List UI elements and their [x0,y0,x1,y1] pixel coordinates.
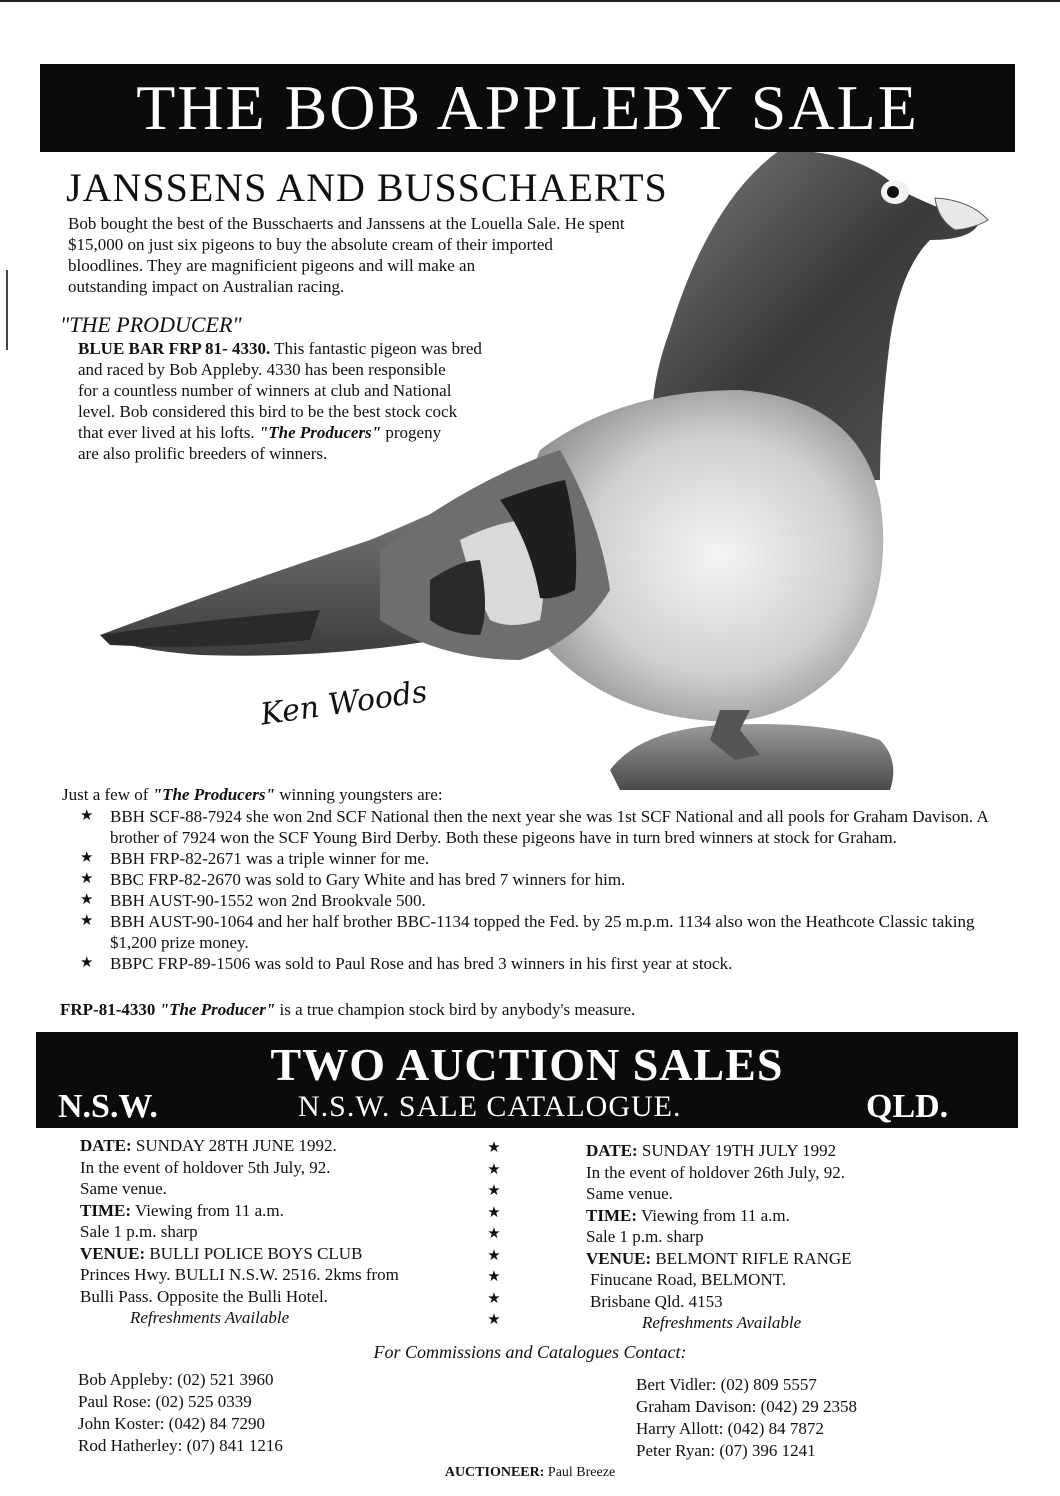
producer-line: level. Bob considered this bird to be the best stock cock [78,402,458,421]
star-icon: ★ [487,1247,501,1264]
qld-date [586,1140,986,1162]
list-item-text: BBH SCF-88-7924 she won 2nd SCF National then the next year she was 1st SCF National and all pools for Graham Davison. A brother of 7924 won the SCF Young Bird Derby. Both these pigeons have in turn bred winners at stock for Graham. [110,807,988,847]
contact-entry: Paul Rose: (02) 525 0339 [78,1392,252,1411]
auctioneer-name: Paul Breeze [544,1465,616,1480]
closing-line [60,1000,635,1020]
nsw-date [80,1135,480,1157]
list-intro [62,785,443,805]
intro-line: $15,000 on just six pigeons to buy the absolute cream of their imported [68,235,553,254]
winners-list [76,806,1006,974]
scan-edge-mark [6,270,8,350]
star-icon: ★ [80,955,94,971]
list-item [76,911,1006,953]
producer-paragraph [78,338,538,464]
nsw-refreshments: Refreshments Available [130,1308,290,1327]
qld-address-2: Brisbane Qld. 4153 [590,1291,723,1311]
contact-entry: Graham Davison: (042) 29 2358 [636,1397,857,1416]
intro-line: bloodlines. They are magnificient pigeons and will make an [68,256,476,275]
nsw-time [80,1200,480,1222]
producer-line-rest: This fantastic pigeon was bred [270,339,482,358]
star-icon: ★ [80,850,94,866]
producer-line-pre: that ever lived at his lofts. [78,423,259,442]
list-item [76,848,1006,869]
list-item-text: BBH AUST-90-1064 and her half brother BBC-1134 topped the Fed. by 25 m.p.m. 1134 also won the Heathcote Classic taking $1,200 prize money. [110,912,975,952]
page-title: THE BOB APPLEBY SALE [136,72,919,143]
contact-entry: Harry Allott: (042) 84 7872 [636,1419,824,1438]
producer-heading: "THE PRODUCER" [60,312,242,337]
star-icon: ★ [80,913,94,929]
contact-heading: For Commissions and Catalogues Contact: [373,1342,687,1362]
auction-banner [36,1032,1018,1128]
nsw-venue-value: BULLI POLICE BOYS CLUB [145,1243,363,1263]
nsw-venue [80,1243,480,1265]
qld-time-label: TIME: [586,1205,637,1225]
star-icon: ★ [80,892,94,908]
closing-em: "The Producer" [159,1000,276,1019]
qld-sale-details [586,1140,986,1334]
producer-line [78,422,538,443]
qld-date-value: SUNDAY 19TH JULY 1992 [637,1141,837,1160]
nsw-address-1: Princes Hwy. BULLI N.S.W. 2516. 2kms from [80,1265,399,1284]
contacts-left [78,1369,283,1457]
star-icon: ★ [80,808,94,824]
list-item [76,953,1006,974]
qld-time [586,1205,986,1227]
producer-line [78,338,538,359]
star-icon: ★ [487,1204,501,1221]
intro-line: outstanding impact on Australian racing. [68,277,345,296]
qld-address-1: Finucane Road, BELMONT. [590,1270,787,1289]
intro-line: Bob bought the best of the Busschaerts and Janssens at the Louella Sale. He spent [68,214,625,233]
producer-line: are also prolific breeders of winners. [78,444,328,463]
star-icon: ★ [80,871,94,887]
nsw-address-2: Bulli Pass. Opposite the Bulli Hotel. [80,1286,328,1306]
qld-venue-value: BELMONT RIFLE RANGE [651,1248,852,1268]
star-icon: ★ [487,1290,501,1307]
qld-venue [586,1248,986,1270]
auctioneer-label: AUCTIONEER: [444,1465,545,1480]
nsw-time-label: TIME: [80,1200,131,1220]
contact-entry: Bert Vidler: (02) 809 5557 [636,1375,817,1394]
producer-band: BLUE BAR FRP 81- 4330. [78,339,271,358]
title-banner [40,64,1015,152]
qld-venue-label: VENUE: [586,1248,652,1268]
star-icon: ★ [487,1312,501,1328]
contact-entry: Rod Hatherley: (07) 841 1216 [78,1436,283,1455]
list-item [76,806,1006,848]
contacts-right [636,1374,857,1462]
star-icon: ★ [487,1161,501,1178]
list-intro-pre: Just a few of [62,785,153,804]
list-item [76,890,1006,911]
section-heading: JANSSENS AND BUSSCHAERTS [66,165,668,210]
intro-paragraph [68,213,768,297]
list-item-text: BBH AUST-90-1552 won 2nd Brookvale 500. [110,891,426,910]
nsw-time-value: Viewing from 11 a.m. [131,1200,284,1220]
nsw-date-value: SUNDAY 28TH JUNE 1992. [131,1136,337,1155]
list-intro-em: "The Producers" [152,785,275,804]
auction-right-label: QLD. [866,1088,949,1125]
qld-date-label: DATE: [586,1141,638,1160]
auctioneer-line [0,1465,1060,1481]
star-icon: ★ [487,1226,501,1242]
contact-entry: Bob Appleby: (02) 521 3960 [78,1370,274,1389]
auction-left-label: N.S.W. [58,1088,158,1125]
nsw-sale-time: Sale 1 p.m. sharp [80,1222,198,1241]
star-icon: ★ [487,1269,501,1285]
nsw-holdover: In the event of holdover 5th July, 92. [80,1157,331,1177]
list-item [76,869,1006,890]
nsw-venue-same: Same venue. [80,1179,167,1198]
closing-band: FRP-81-4330 [60,1000,160,1019]
qld-sale-time: Sale 1 p.m. sharp [586,1227,704,1246]
producer-line-post: progeny [381,423,442,442]
list-item-text: BBH FRP-82-2671 was a triple winner for me. [110,849,430,868]
star-divider [484,1138,504,1332]
star-icon: ★ [487,1183,501,1199]
auction-catalogue-label: N.S.W. SALE CATALOGUE. [298,1090,682,1123]
auction-title: TWO AUCTION SALES [270,1039,784,1090]
list-intro-post: winning youngsters are: [274,785,443,804]
list-item-text: BBC FRP-82-2670 was sold to Gary White and has bred 7 winners for him. [110,870,626,889]
qld-holdover: In the event of holdover 26th July, 92. [586,1162,846,1182]
qld-refreshments: Refreshments Available [642,1313,802,1332]
qld-time-value: Viewing from 11 a.m. [637,1205,790,1225]
qld-venue-same: Same venue. [586,1184,673,1203]
contact-entry: John Koster: (042) 84 7290 [78,1414,265,1433]
list-item-text: BBPC FRP-89-1506 was sold to Paul Rose and has bred 3 winners in his first year at stock. [110,954,733,973]
nsw-sale-details [80,1135,480,1329]
contact-entry: Peter Ryan: (07) 396 1241 [636,1441,816,1460]
artist-signature: Ken Woods [258,674,430,733]
page-top-rule [0,0,1060,2]
nsw-date-label: DATE: [80,1136,132,1155]
producer-line: for a countless number of winners at club and National [78,381,452,400]
closing-post: is a true champion stock bird by anybody's measure. [275,1000,636,1019]
producer-name-em: "The Producers" [258,423,382,442]
star-icon: ★ [487,1140,501,1156]
producer-line: and raced by Bob Appleby. 4330 has been responsible [78,360,446,379]
nsw-venue-label: VENUE: [80,1243,146,1263]
